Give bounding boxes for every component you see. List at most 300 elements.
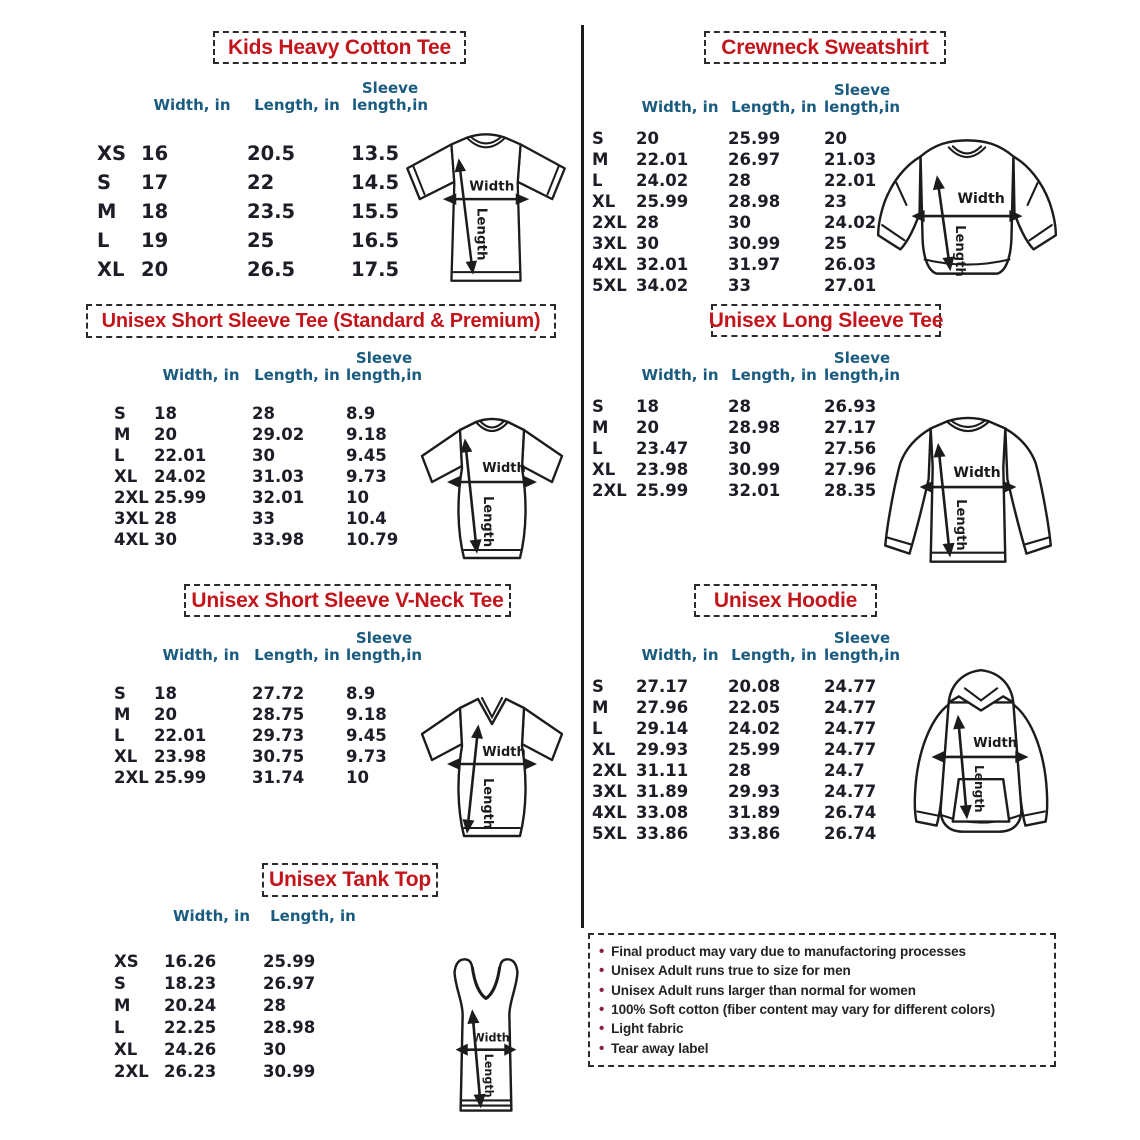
measurement-value: 28.35: [824, 481, 877, 500]
measurement-value: 30: [728, 213, 751, 232]
size-column-header: [590, 350, 634, 396]
measurement-value: 22.01: [154, 726, 207, 745]
size-label: 2XL: [592, 761, 627, 780]
sweatshirt-drawing: [860, 120, 1074, 297]
column-header: Width, in: [641, 645, 719, 664]
column-header: Width, in: [641, 97, 719, 116]
measurement-value: 28: [728, 171, 751, 190]
measurement-value: 25.99: [154, 768, 207, 787]
fitted-tee-drawing: [402, 388, 582, 574]
measurement-value: 10: [346, 488, 369, 507]
measurement-value: 15.5: [351, 200, 400, 223]
measurement-value: 31.89: [636, 782, 689, 801]
size-row: [112, 951, 365, 973]
measurement-value: 9.45: [346, 726, 387, 745]
measurement-value: 24.02: [824, 213, 877, 232]
length-label: Length: [480, 496, 495, 548]
measurement-value: 9.73: [346, 467, 387, 486]
size-row: [95, 197, 431, 226]
size-label: S: [592, 129, 604, 148]
length-label: Length: [952, 499, 968, 551]
hoodie-size-table: [590, 630, 902, 844]
size-label: 5XL: [592, 824, 627, 843]
measurement-value: 18: [154, 404, 177, 423]
size-row: [95, 168, 431, 197]
size-row: [590, 128, 902, 149]
measurement-value: 30: [252, 446, 275, 465]
measurement-value: 31.97: [728, 255, 781, 274]
size-row: [112, 529, 424, 550]
measurement-value: 30.75: [252, 747, 305, 766]
size-label: 4XL: [114, 530, 149, 549]
size-row: [112, 403, 424, 424]
measurement-value: 24.7: [824, 761, 865, 780]
size-row: [112, 1061, 365, 1083]
size-label: 2XL: [114, 488, 149, 507]
measurement-value: 24.02: [728, 719, 781, 738]
size-row: [112, 725, 424, 746]
size-label: M: [592, 698, 609, 717]
size-row: [590, 233, 902, 254]
measurement-value: 24.77: [824, 782, 877, 801]
width-label: Width: [973, 735, 1018, 751]
measurement-value: 20.08: [728, 677, 781, 696]
crewneck-illustration: [860, 120, 1074, 297]
size-label: 3XL: [114, 509, 149, 528]
measurement-value: 27.01: [824, 276, 877, 295]
size-label: M: [114, 425, 131, 444]
size-label: 2XL: [592, 481, 627, 500]
size-label: L: [592, 439, 603, 458]
crewneck-title: [704, 31, 946, 64]
measurement-value: 13.5: [351, 142, 400, 165]
measurement-value: 18: [141, 200, 169, 223]
size-row: [590, 802, 902, 823]
measurement-value: 33.86: [728, 824, 781, 843]
size-label: XL: [592, 460, 616, 479]
size-row: [112, 445, 424, 466]
section-title-text: Unisex Short Sleeve Tee (Standard & Premium): [101, 309, 541, 332]
size-row: [112, 487, 424, 508]
measurement-value: 28: [154, 509, 177, 528]
width-label: Width: [482, 461, 526, 476]
kids-tee-illustration: [390, 106, 582, 298]
measurement-value: 31.89: [728, 803, 781, 822]
measurement-value: 33: [728, 276, 751, 295]
column-header: Sleeve length,in: [351, 79, 429, 114]
column-header: Length, in: [270, 907, 356, 925]
measurement-value: 20: [141, 258, 169, 281]
measurement-value: 9.18: [346, 425, 387, 444]
measurement-value: 29.93: [728, 782, 781, 801]
measurement-value: 26.23: [164, 1062, 217, 1081]
size-row: [112, 466, 424, 487]
size-label: S: [592, 397, 604, 416]
width-label: Width: [957, 190, 1005, 207]
measurement-value: 33.08: [636, 803, 689, 822]
size-label: M: [592, 418, 609, 437]
measurement-value: 28: [252, 404, 275, 423]
column-header: Sleeve length,in: [824, 349, 901, 384]
measurement-value: 9.73: [346, 747, 387, 766]
size-row: [590, 275, 902, 296]
measurement-value: 24.77: [824, 677, 877, 696]
section-title-text: Unisex Short Sleeve V-Neck Tee: [191, 588, 504, 612]
measurement-value: 28.98: [728, 192, 781, 211]
measurement-value: 10: [346, 768, 369, 787]
measurement-value: 19: [141, 229, 169, 252]
size-column-header: [590, 630, 634, 676]
note-text: Unisex Adult runs larger than normal for women: [611, 982, 916, 998]
measurement-value: 24.77: [824, 719, 877, 738]
size-row: [590, 212, 902, 233]
width-label: Width: [472, 1031, 510, 1045]
measurement-value: 17: [141, 171, 169, 194]
measurement-value: 30: [263, 1040, 286, 1059]
bullet-icon: •: [599, 1001, 605, 1019]
measurement-value: 10.79: [346, 530, 399, 549]
measurement-value: 29.14: [636, 719, 689, 738]
size-row: [112, 508, 424, 529]
measurement-value: 8.9: [346, 404, 376, 423]
note-text: Unisex Adult runs true to size for men: [611, 963, 851, 979]
note-item: [599, 1002, 1048, 1017]
size-row: [590, 254, 902, 275]
size-label: M: [114, 996, 131, 1015]
hoodie-title: [694, 584, 877, 617]
measurement-value: 21.03: [824, 150, 877, 169]
column-header: Length, in: [731, 365, 817, 384]
measurement-value: 16.26: [164, 952, 217, 971]
measurement-value: 26.97: [728, 150, 781, 169]
size-column-header: [590, 82, 634, 128]
width-label: Width: [482, 745, 526, 760]
vneck-size-table: [112, 630, 424, 788]
bullet-icon: •: [599, 962, 605, 980]
measurement-value: 24.77: [824, 740, 877, 759]
measurement-value: 24.77: [824, 698, 877, 717]
measurement-value: 23.98: [154, 747, 207, 766]
unisex-short-sleeve-size-table: [112, 350, 424, 550]
measurement-value: 25: [824, 234, 847, 253]
size-label: XL: [97, 258, 125, 281]
vneck-tee-drawing: [402, 666, 582, 852]
measurement-value: 33.86: [636, 824, 689, 843]
measurement-value: 22.01: [824, 171, 877, 190]
size-row: [590, 676, 902, 697]
size-row: [112, 1017, 365, 1039]
size-row: [590, 823, 902, 844]
hoodie-illustration: [874, 658, 1088, 862]
measurement-value: 25.99: [728, 129, 781, 148]
measurement-value: 20.5: [247, 142, 296, 165]
size-row: [590, 718, 902, 739]
size-label: XS: [114, 952, 139, 971]
measurement-value: 25: [247, 229, 275, 252]
size-label: 3XL: [592, 782, 627, 801]
vneck-title: [184, 584, 511, 617]
measurement-value: 25.99: [263, 952, 316, 971]
measurement-value: 18.23: [164, 974, 217, 993]
long-sleeve-tee-drawing: [856, 390, 1080, 574]
size-row: [95, 226, 431, 255]
unisex-short-sleeve-title: [86, 304, 556, 338]
section-title-text: Unisex Tank Top: [269, 868, 431, 891]
note-item: [599, 944, 1048, 959]
column-header: Width, in: [153, 95, 231, 114]
size-row: [112, 767, 424, 788]
measurement-value: 22.01: [636, 150, 689, 169]
crewneck-size-table: [590, 82, 902, 296]
measurement-value: 26.93: [824, 397, 877, 416]
note-item: [599, 983, 1048, 998]
hoodie-drawing: [874, 658, 1088, 862]
size-label: 4XL: [592, 803, 627, 822]
measurement-value: 27.96: [636, 698, 689, 717]
size-row: [95, 139, 431, 168]
measurement-value: 18: [154, 684, 177, 703]
size-row: [590, 191, 902, 212]
measurement-value: 10.4: [346, 509, 387, 528]
length-label: Length: [971, 765, 986, 813]
size-row: [590, 697, 902, 718]
measurement-value: 26.74: [824, 803, 877, 822]
size-label: 2XL: [114, 768, 149, 787]
measurement-value: 25.99: [154, 488, 207, 507]
measurement-value: 9.18: [346, 705, 387, 724]
measurement-value: 30: [636, 234, 659, 253]
measurement-value: 24.02: [154, 467, 207, 486]
measurement-value: 26.03: [824, 255, 877, 274]
column-header: Length, in: [254, 365, 340, 384]
size-column-header: [112, 908, 162, 951]
size-label: L: [592, 171, 603, 190]
measurement-value: 26.97: [263, 974, 316, 993]
section-title-text: Kids Heavy Cotton Tee: [228, 35, 451, 59]
measurement-value: 29.73: [252, 726, 305, 745]
note-text: 100% Soft cotton (fiber content may vary for different colors): [611, 1002, 996, 1018]
measurement-value: 9.45: [346, 446, 387, 465]
measurement-value: 14.5: [351, 171, 400, 194]
section-title-text: Unisex Hoodie: [713, 588, 858, 612]
size-label: L: [97, 229, 110, 252]
note-text: Tear away label: [611, 1040, 709, 1056]
measurement-value: 16.5: [351, 229, 400, 252]
measurement-value: 24.02: [636, 171, 689, 190]
bullet-icon: •: [599, 1039, 605, 1057]
measurement-value: 23.98: [636, 460, 689, 479]
tank-top-drawing: [420, 946, 552, 1131]
size-label: XL: [592, 192, 616, 211]
note-text: Final product may vary due to manufactoring processes: [611, 944, 966, 960]
size-label: L: [114, 726, 125, 745]
measurement-value: 18: [636, 397, 659, 416]
size-row: [112, 746, 424, 767]
column-header: Length, in: [731, 97, 817, 116]
bullet-icon: •: [599, 943, 605, 961]
measurement-value: 33.98: [252, 530, 305, 549]
width-label: Width: [953, 464, 1001, 481]
column-header: Sleeve length,in: [824, 629, 901, 664]
width-label: Width: [469, 179, 515, 195]
kids-tee-title: [213, 31, 466, 64]
measurement-value: 28: [263, 996, 286, 1015]
length-label: Length: [481, 1053, 495, 1098]
measurement-value: 22.01: [154, 446, 207, 465]
note-item: [599, 1041, 1048, 1056]
note-item: [599, 963, 1048, 978]
size-row: [590, 739, 902, 760]
note-item: [599, 1021, 1048, 1036]
measurement-value: 25.99: [636, 192, 689, 211]
bullet-icon: •: [599, 1020, 605, 1038]
measurement-value: 34.02: [636, 276, 689, 295]
bullet-icon: •: [599, 981, 605, 999]
measurement-value: 29.93: [636, 740, 689, 759]
size-row: [590, 760, 902, 781]
size-row: [112, 995, 365, 1017]
notes-box: [588, 933, 1056, 1067]
measurement-value: 8.9: [346, 684, 376, 703]
vneck-illustration: [402, 666, 582, 852]
size-row: [590, 781, 902, 802]
column-header: Width, in: [162, 645, 240, 664]
size-label: S: [114, 684, 126, 703]
length-label: Length: [480, 778, 495, 830]
size-label: M: [97, 200, 117, 223]
long-sleeve-illustration: [856, 390, 1080, 574]
measurement-value: 26.74: [824, 824, 877, 843]
unisex-short-sleeve-illustration: [402, 388, 582, 574]
column-header: Length, in: [731, 645, 817, 664]
column-header: Sleeve length,in: [824, 81, 901, 116]
size-label: S: [97, 171, 112, 194]
measurement-value: 22.05: [728, 698, 781, 717]
section-title-text: Unisex Long Sleeve Tee: [708, 308, 944, 332]
length-label: Length: [951, 225, 967, 277]
size-column-header: [112, 350, 152, 403]
measurement-value: 27.72: [252, 684, 305, 703]
measurement-value: 23.47: [636, 439, 689, 458]
measurement-value: 28: [728, 761, 751, 780]
tshirt-drawing: [390, 106, 582, 298]
measurement-value: 28.75: [252, 705, 305, 724]
size-label: XS: [97, 142, 127, 165]
kids-tee-size-table: [95, 80, 431, 284]
measurement-value: 32.01: [252, 488, 305, 507]
size-label: XL: [114, 1040, 138, 1059]
measurement-value: 20: [154, 705, 177, 724]
size-row: [112, 973, 365, 995]
size-column-header: [95, 80, 139, 139]
length-label: Length: [473, 207, 489, 261]
column-header: Length, in: [254, 645, 340, 664]
note-text: Light fabric: [611, 1021, 684, 1037]
size-label: 4XL: [592, 255, 627, 274]
measurement-value: 20.24: [164, 996, 217, 1015]
column-header: Sleeve length,in: [346, 629, 423, 664]
measurement-value: 20: [154, 425, 177, 444]
measurement-value: 32.01: [728, 481, 781, 500]
size-label: XL: [114, 747, 138, 766]
measurement-value: 20: [636, 418, 659, 437]
size-label: 5XL: [592, 276, 627, 295]
size-label: 2XL: [114, 1062, 149, 1081]
size-row: [112, 704, 424, 725]
column-header: Length, in: [254, 95, 340, 114]
measurement-value: 25.99: [728, 740, 781, 759]
measurement-value: 26.5: [247, 258, 296, 281]
measurement-value: 31.74: [252, 768, 305, 787]
measurement-value: 28: [728, 397, 751, 416]
measurement-value: 27.56: [824, 439, 877, 458]
tank-top-size-table: [112, 908, 365, 1083]
measurement-value: 30.99: [263, 1062, 316, 1081]
size-label: XL: [592, 740, 616, 759]
measurement-value: 30.99: [728, 460, 781, 479]
size-label: 2XL: [592, 213, 627, 232]
measurement-value: 27.96: [824, 460, 877, 479]
size-label: S: [114, 974, 126, 993]
size-label: S: [114, 404, 126, 423]
measurement-value: 27.17: [636, 677, 689, 696]
size-row: [112, 683, 424, 704]
measurement-value: 17.5: [351, 258, 400, 281]
measurement-value: 22: [247, 171, 275, 194]
measurement-value: 33: [252, 509, 275, 528]
measurement-value: 23: [824, 192, 847, 211]
column-header: Sleeve length,in: [346, 349, 423, 384]
tank-top-title: [262, 863, 438, 897]
measurement-value: 29.02: [252, 425, 305, 444]
column-header: Width, in: [641, 365, 719, 384]
size-label: M: [114, 705, 131, 724]
section-title-text: Crewneck Sweatshirt: [721, 35, 929, 59]
measurement-value: 25.99: [636, 481, 689, 500]
measurement-value: 28.98: [728, 418, 781, 437]
size-label: XL: [114, 467, 138, 486]
measurement-value: 30: [728, 439, 751, 458]
size-label: L: [114, 446, 125, 465]
measurement-value: 30.99: [728, 234, 781, 253]
measurement-value: 22.25: [164, 1018, 217, 1037]
column-header: Width, in: [172, 907, 250, 925]
measurement-value: 28.98: [263, 1018, 316, 1037]
measurement-value: 27.17: [824, 418, 877, 437]
size-label: L: [592, 719, 603, 738]
measurement-value: 28: [636, 213, 659, 232]
measurement-value: 31.03: [252, 467, 305, 486]
measurement-value: 30: [154, 530, 177, 549]
measurement-value: 16: [141, 142, 169, 165]
measurement-value: 20: [636, 129, 659, 148]
tank-top-illustration: [420, 946, 552, 1131]
size-label: L: [114, 1018, 125, 1037]
size-row: [112, 1039, 365, 1061]
measurement-value: 32.01: [636, 255, 689, 274]
size-column-header: [112, 630, 152, 683]
measurement-value: 23.5: [247, 200, 296, 223]
measurement-value: 31.11: [636, 761, 689, 780]
size-label: 3XL: [592, 234, 627, 253]
size-row: [112, 424, 424, 445]
size-label: S: [592, 677, 604, 696]
size-label: M: [592, 150, 609, 169]
measurement-value: 24.26: [164, 1040, 217, 1059]
size-row: [590, 170, 902, 191]
column-header: Width, in: [162, 365, 240, 384]
size-row: [590, 149, 902, 170]
